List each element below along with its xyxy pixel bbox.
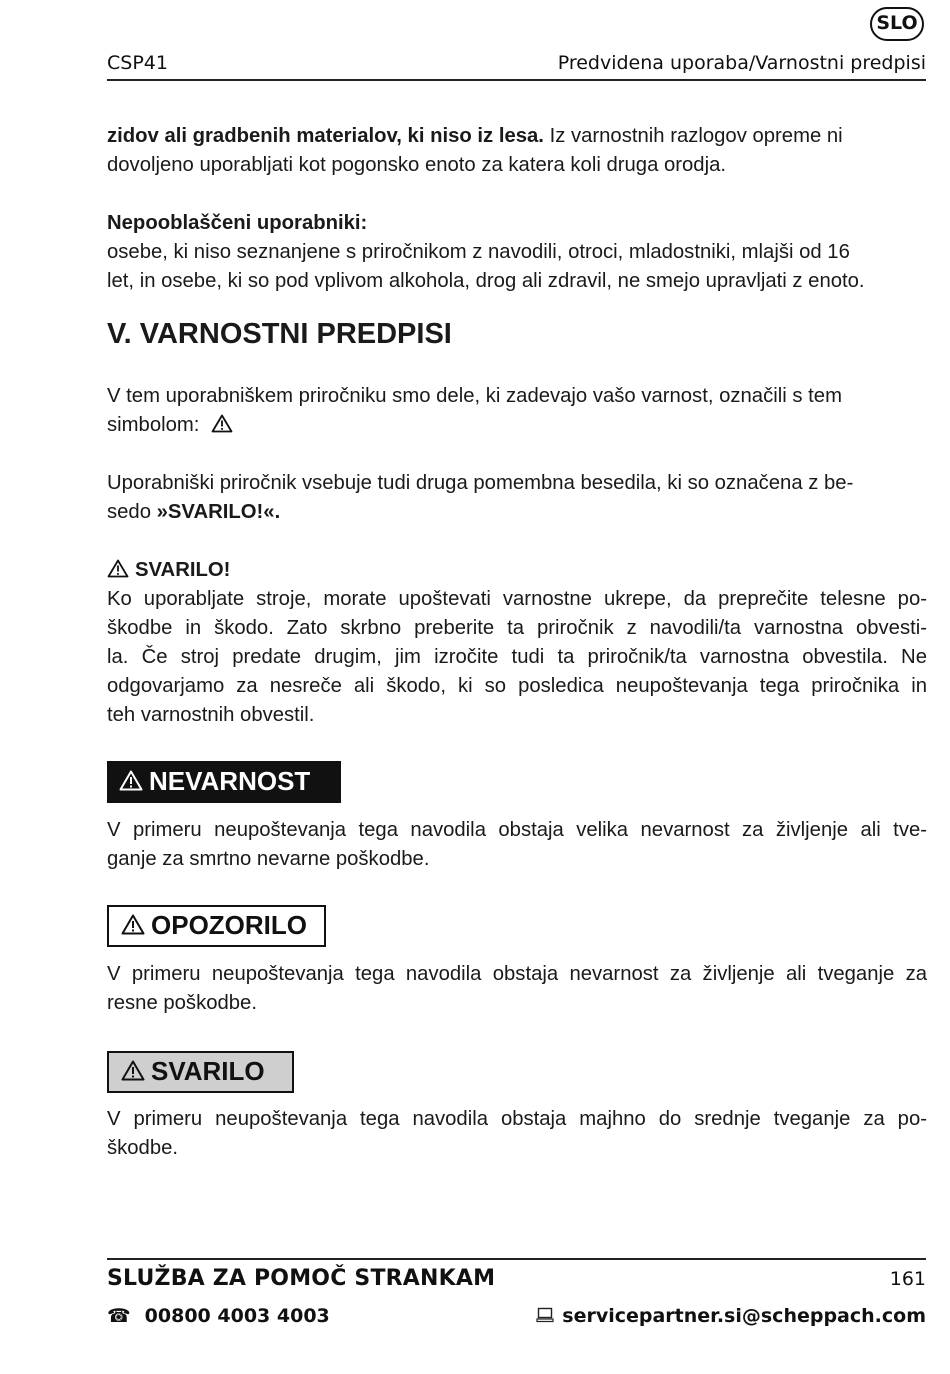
symbol-note-line2: simbolom: xyxy=(107,414,200,436)
caution-paragraph xyxy=(107,556,927,730)
phone-icon: ☎ xyxy=(107,1305,131,1327)
unauthorized-text-line1: osebe, ki niso seznanjene s priročnikom z navodili, otroci, mladostniki, mlajši od 16 xyxy=(107,241,850,263)
intro-text-line2: dovoljeno uporabljati kot pogonsko enoto za katera koli druga orodja. xyxy=(107,154,726,176)
warning-label-box xyxy=(107,905,326,947)
warning-triangle-icon xyxy=(121,914,145,935)
warning-label: OPOZORILO xyxy=(151,910,307,940)
danger-description xyxy=(107,816,927,874)
other-texts-line2: sedo xyxy=(107,501,157,523)
caution-line: la. Če stroj predate drugim, jim izročite tudi ta priročnik/ta varnostna obvestila. Ne xyxy=(107,646,927,668)
warning-triangle-icon xyxy=(119,770,143,791)
caution-description xyxy=(107,1105,927,1163)
unauthorized-users-paragraph xyxy=(107,209,927,296)
caution-text-line2: škodbe. xyxy=(107,1137,179,1159)
email-address[interactable]: servicepartner.si@scheppach.com xyxy=(562,1305,926,1327)
footer-rule xyxy=(107,1258,926,1260)
header-rule xyxy=(107,79,926,81)
service-email xyxy=(536,1305,926,1327)
warning-triangle-icon xyxy=(107,559,129,578)
unauthorized-text-line2: let, in osebe, ki so pod vplivom alkohola, drog ali zdravil, ne smejo upravljati z enoto. xyxy=(107,270,865,292)
danger-label-box xyxy=(107,761,341,803)
caution-line: teh varnostnih obvestil. xyxy=(107,704,315,726)
warning-triangle-icon xyxy=(121,1060,145,1081)
customer-service-title: SLUŽBA ZA POMOČ STRANKAM xyxy=(107,1266,496,1291)
caution-line: Ko uporabljate stroje, morate upoštevati varnostne ukrepe, da preprečite telesne po- xyxy=(107,588,927,610)
warning-triangle-icon xyxy=(211,414,233,433)
warning-description xyxy=(107,960,927,1018)
danger-label: NEVARNOST xyxy=(149,766,311,796)
language-badge: SLO xyxy=(870,7,924,41)
service-phone xyxy=(107,1305,330,1327)
section-title: Predvidena uporaba/Varnostni predpisi xyxy=(557,52,926,74)
page-number: 161 xyxy=(889,1268,926,1290)
caution-line: odgovarjamo za nesreče ali škodo, ki so posledica neupoštevanja tega priročnika in xyxy=(107,675,927,697)
warning-text-line1: V primeru neupoštevanja tega navodila obstaja nevarnost za življenje ali tveganje za xyxy=(107,963,927,985)
intro-bold-text: zidov ali gradbenih materialov, ki niso iz lesa. xyxy=(107,125,544,147)
symbol-note-paragraph xyxy=(107,382,927,440)
computer-icon xyxy=(536,1307,554,1323)
phone-number: 00800 4003 4003 xyxy=(144,1305,330,1327)
warning-text-line2: resne poškodbe. xyxy=(107,992,257,1014)
section-heading: V. VARNOSTNI PREDPISI xyxy=(107,318,452,350)
model-name: CSP41 xyxy=(107,52,168,74)
other-texts-bold: »SVARILO!«. xyxy=(156,501,281,523)
caution-line: škodbe in škodo. Zato skrbno preberite ta priročnik z navodili/ta varnostna obvesti- xyxy=(107,617,927,639)
caution-label: SVARILO xyxy=(151,1056,265,1086)
danger-text-line1: V primeru neupoštevanja tega navodila obstaja velika nevarnost za življenje ali tve- xyxy=(107,819,927,841)
intro-text: Iz varnostnih razlogov opreme ni xyxy=(543,125,843,147)
danger-text-line2: ganje za smrtno nevarne poškodbe. xyxy=(107,848,430,870)
other-texts-paragraph xyxy=(107,469,927,527)
symbol-note-line1: V tem uporabniškem priročniku smo dele, ki zadevajo vašo varnost, označili s tem xyxy=(107,385,842,407)
caution-text-line1: V primeru neupoštevanja tega navodila obstaja majhno do srednje tveganje za po- xyxy=(107,1108,927,1130)
intro-paragraph xyxy=(107,122,927,180)
other-texts-line1: Uporabniški priročnik vsebuje tudi druga pomembna besedila, ki so označena z be- xyxy=(107,472,854,494)
caution-label-box xyxy=(107,1051,294,1093)
caution-heading: SVARILO! xyxy=(135,559,231,581)
unauthorized-heading: Nepooblaščeni uporabniki: xyxy=(107,212,368,234)
